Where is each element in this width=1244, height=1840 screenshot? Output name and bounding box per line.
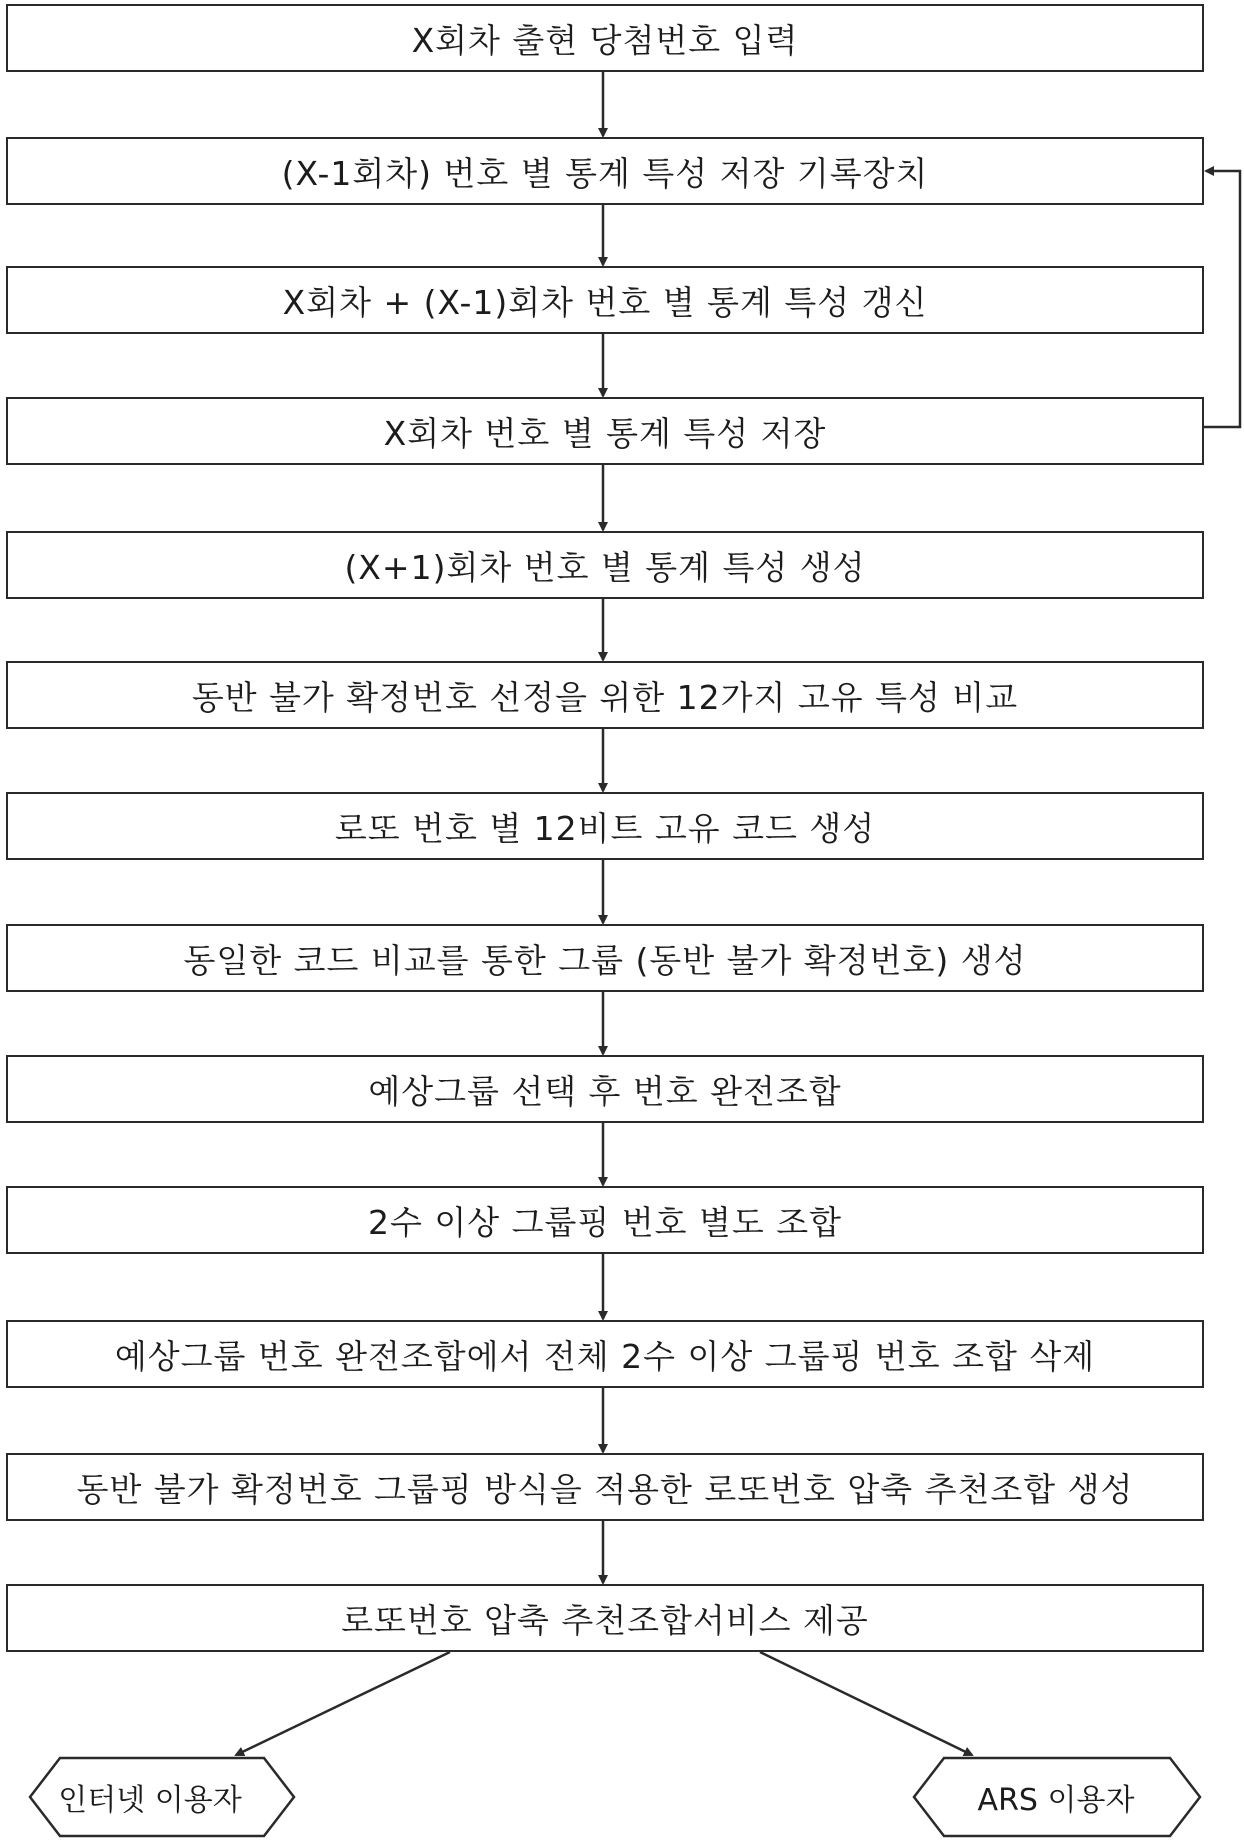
- step-box-4: [6, 397, 1204, 465]
- step-label-9: 예상그룹 선택 후 번호 완전조합: [368, 1071, 842, 1111]
- step-label-11: 예상그룹 번호 완전조합에서 전체 2수 이상 그룹핑 번호 조합 삭제: [114, 1336, 1096, 1376]
- step-label-12: 동반 불가 확정번호 그룹핑 방식을 적용한 로또번호 압축 추천조합 생성: [76, 1469, 1134, 1509]
- step-label-3: X회차 + (X-1)회차 번호 별 통계 특성 갱신: [282, 282, 928, 322]
- step-box-10: [6, 1186, 1204, 1254]
- step-label-4: X회차 번호 별 통계 특성 저장: [383, 413, 827, 453]
- step-label-10: 2수 이상 그룹핑 번호 별도 조합: [368, 1202, 842, 1242]
- step-box-3: [6, 266, 1204, 334]
- step-box-13: [6, 1584, 1204, 1652]
- step-label-7: 로또 번호 별 12비트 고유 코드 생성: [334, 808, 876, 848]
- step-label-2: (X-1회차) 번호 별 통계 특성 저장 기록장치: [281, 153, 929, 193]
- right-branch-arrow: [760, 1652, 972, 1755]
- left-branch-arrow: [236, 1652, 450, 1755]
- step-box-1: [6, 4, 1204, 72]
- step-box-5: [6, 531, 1204, 599]
- step-label-13: 로또번호 압축 추천조합서비스 제공: [341, 1600, 869, 1640]
- step-box-2: [6, 137, 1204, 205]
- step-label-1: X회차 출현 당첨번호 입력: [411, 20, 799, 60]
- step-box-7: [6, 792, 1204, 860]
- step-box-8: [6, 924, 1204, 992]
- step-box-9: [6, 1055, 1204, 1123]
- step-box-6: [6, 661, 1204, 729]
- feedback-arrow: [1204, 171, 1240, 427]
- step-label-8: 동일한 코드 비교를 통한 그룹 (동반 불가 확정번호) 생성: [183, 940, 1027, 980]
- ars-user-label: ARS 이용자: [977, 1783, 1135, 1818]
- step-box-11: [6, 1320, 1204, 1388]
- step-label-6: 동반 불가 확정번호 선정을 위한 12가지 고유 특성 비교: [191, 677, 1019, 717]
- internet-user-label: 인터넷 이용자: [58, 1783, 242, 1818]
- step-box-12: [6, 1453, 1204, 1521]
- step-label-5: (X+1)회차 번호 별 통계 특성 생성: [344, 547, 866, 587]
